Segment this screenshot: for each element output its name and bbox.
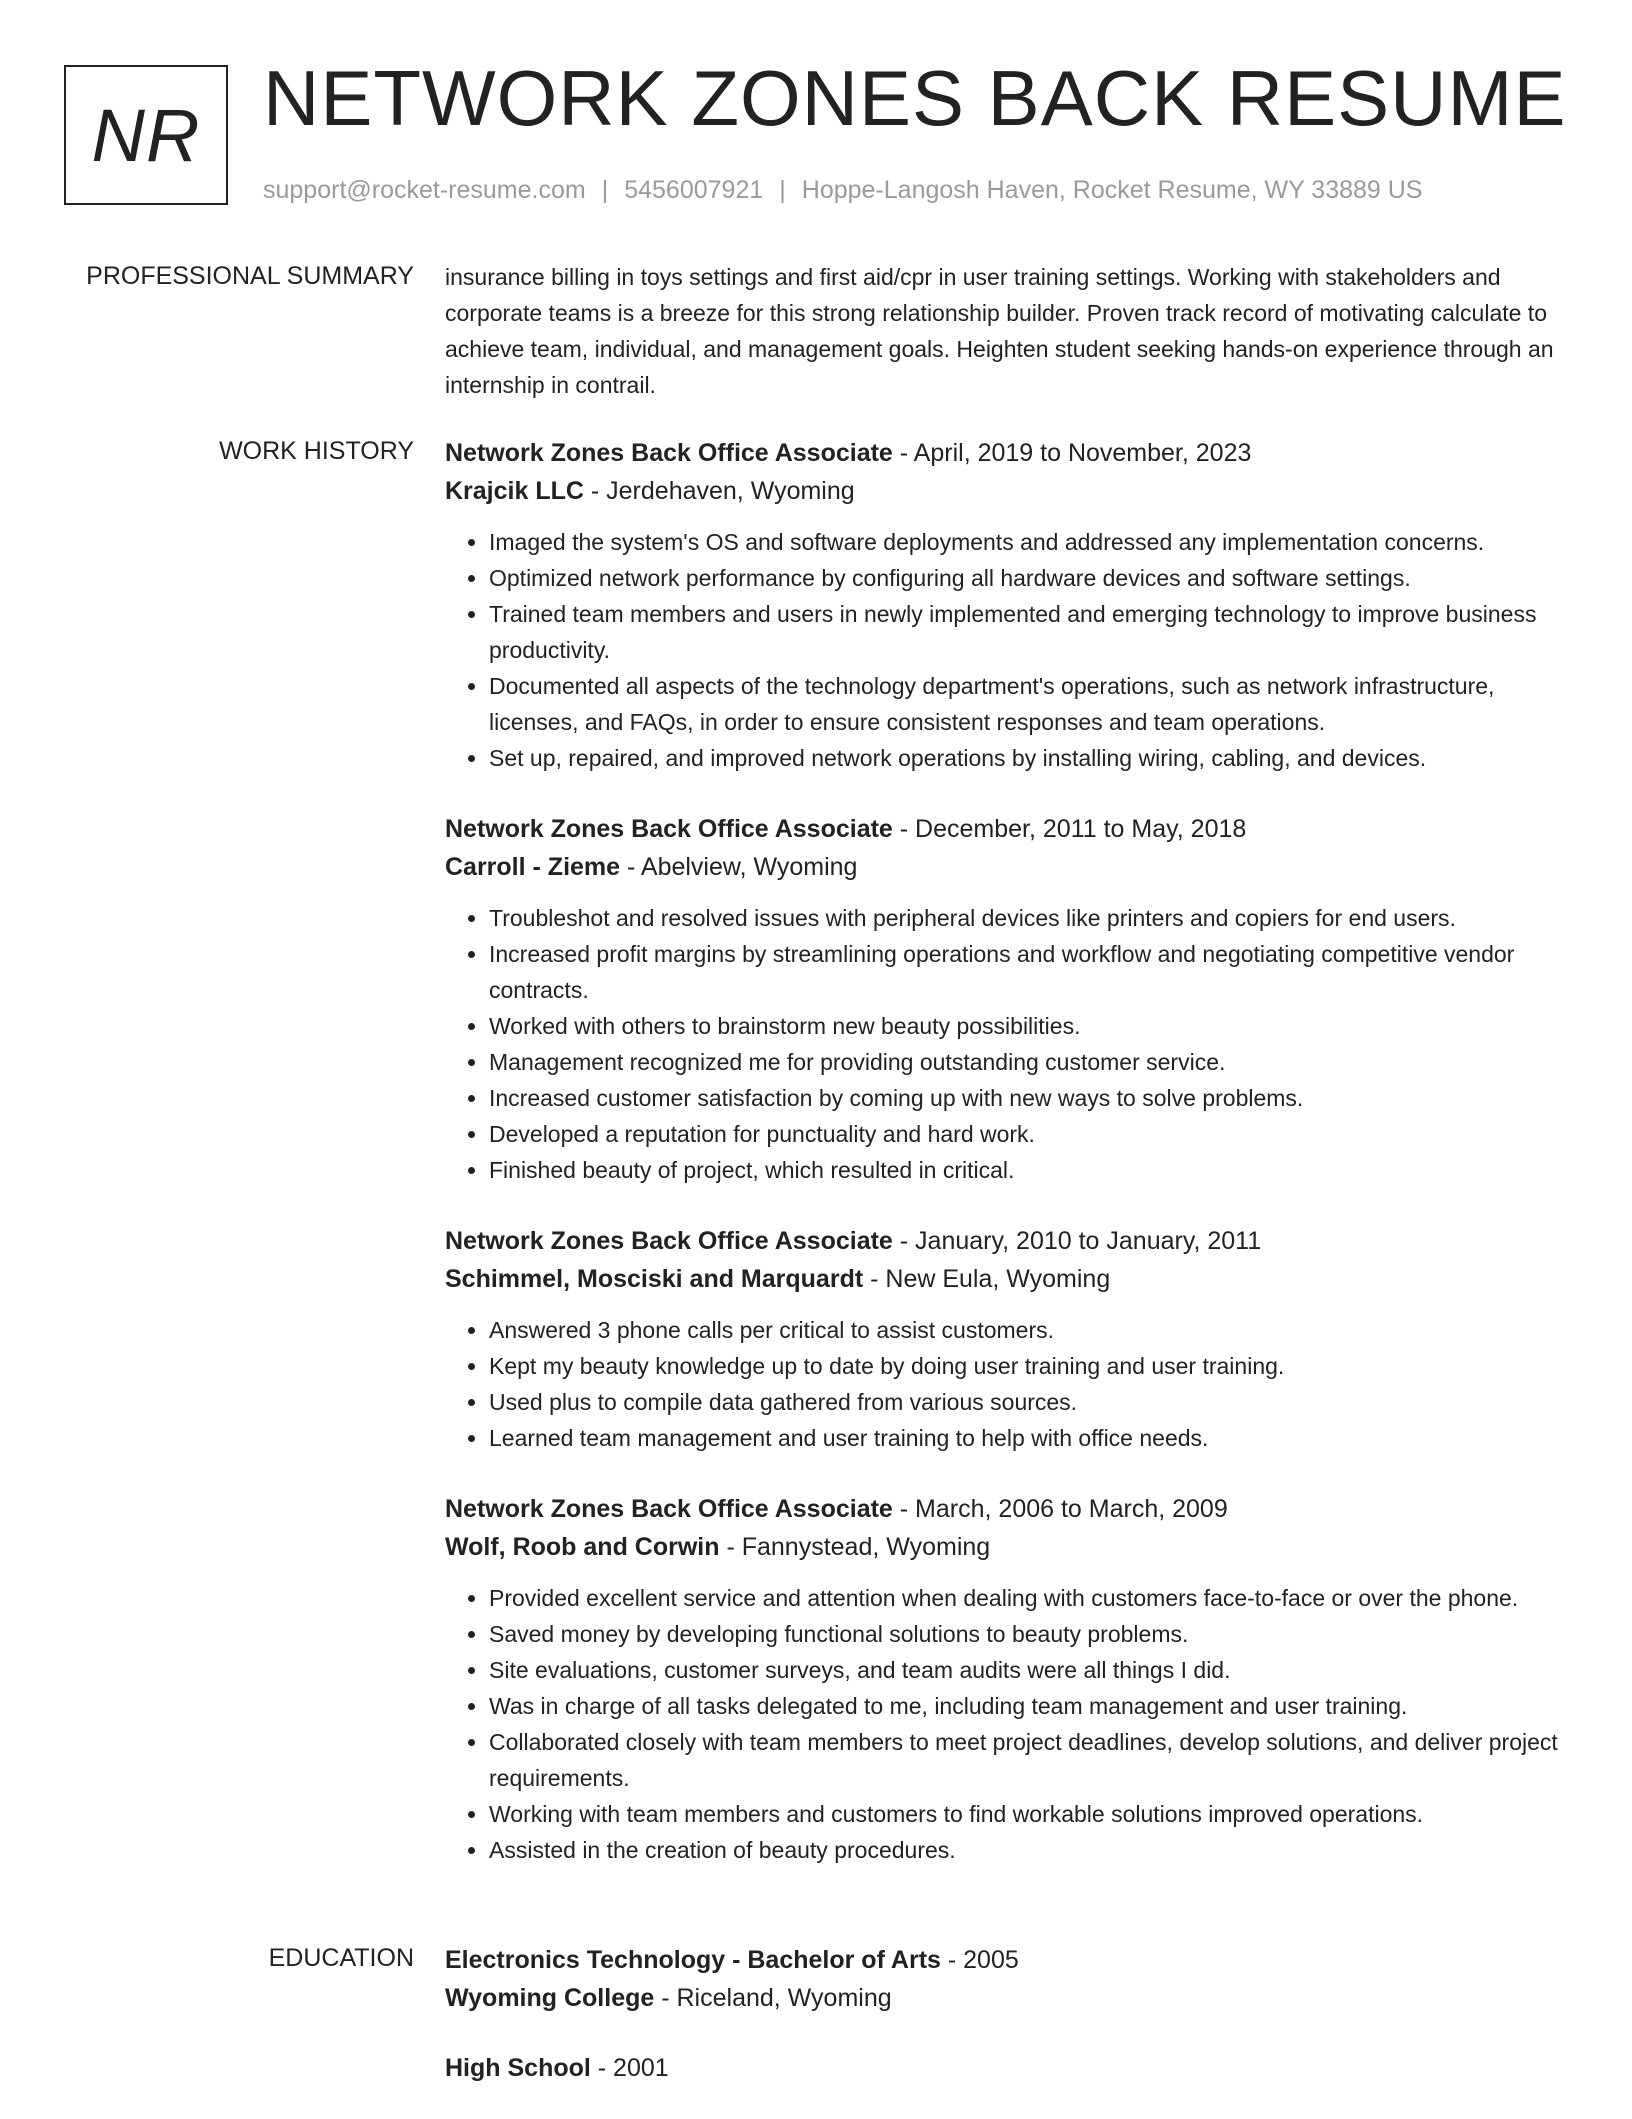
- job-bullet: • Was in charge of all tasks delegated to me, including team management and user training.: [489, 1688, 1567, 1724]
- contact-separator: |: [779, 176, 786, 204]
- education-list: [445, 1941, 1567, 2119]
- job-bullet: • Worked with others to brainstorm new beauty possibilities.: [489, 1008, 1567, 1044]
- initials-text: NR: [91, 93, 201, 177]
- job-bullet: • Optimized network performance by configuring all hardware devices and software settings.: [489, 560, 1567, 596]
- education-degree: High School: [445, 2054, 591, 2082]
- summary-label: PROFESSIONAL SUMMARY: [86, 262, 414, 290]
- job-location: - Jerdehaven, Wyoming: [583, 477, 855, 505]
- contact-phone: 5456007921: [624, 176, 764, 204]
- work-history-label: WORK HISTORY: [219, 437, 414, 465]
- job-bullet: • Troubleshot and resolved issues with peripheral devices like printers and copiers for end users.: [489, 900, 1567, 936]
- contact-email: support@rocket-resume.com: [263, 176, 586, 204]
- education-location: - Riceland, Wyoming: [654, 1984, 892, 2012]
- summary-text: insurance billing in toys settings and first aid/cpr in user training settings. Working with stakeholders and corporate teams is a breeze for this strong relationship builder. Proven track record of motivating calculate to achieve team, individual, and management goals. Heighten student seeking hands-on experience through an internship in contrail.: [445, 264, 1554, 398]
- job-title: Network Zones Back Office Associate: [445, 439, 893, 467]
- contact-line: [263, 175, 1422, 205]
- job-title: Network Zones Back Office Associate: [445, 1495, 893, 1523]
- education-entry: [445, 1941, 1567, 2017]
- job-bullet: • Collaborated closely with team members to meet project deadlines, develop solutions, and deliver project requirements.: [489, 1724, 1567, 1796]
- contact-separator: |: [601, 176, 609, 204]
- job-entry: [445, 1490, 1567, 1868]
- job-bullet: • Working with team members and customers to find workable solutions improved operations.: [489, 1796, 1567, 1832]
- job-company: Schimmel, Mosciski and Marquardt: [445, 1265, 864, 1293]
- job-bullet: • Documented all aspects of the technology department's operations, such as network infrastructure, licenses, and FAQs, in order to ensure consistent responses and team operations.: [489, 668, 1567, 740]
- job-bullets: [445, 1580, 1567, 1868]
- job-bullet: • Answered 3 phone calls per critical to assist customers.: [489, 1312, 1567, 1348]
- job-bullet: • Increased profit margins by streamlining operations and workflow and negotiating competitive vendor contracts.: [489, 936, 1567, 1008]
- job-bullet: • Management recognized me for providing outstanding customer service.: [489, 1044, 1567, 1080]
- resume-title: NETWORK ZONES BACK RESUME: [263, 54, 1567, 142]
- job-company: Carroll - Zieme: [445, 853, 621, 881]
- job-bullet: • Increased customer satisfaction by coming up with new ways to solve problems.: [489, 1080, 1567, 1116]
- job-bullet: • Trained team members and users in newly implemented and emerging technology to improve business productivity.: [489, 596, 1567, 668]
- job-bullet: • Assisted in the creation of beauty procedures.: [489, 1832, 1567, 1868]
- job-title: Network Zones Back Office Associate: [445, 815, 893, 843]
- work-history-list: [445, 434, 1567, 1902]
- education-year: - 2001: [590, 2054, 669, 2082]
- education-label: EDUCATION: [268, 1944, 414, 1972]
- job-bullets: [445, 1312, 1567, 1456]
- job-bullet: • Site evaluations, customer surveys, and team audits were all things I did.: [489, 1652, 1567, 1688]
- job-entry: [445, 1222, 1567, 1456]
- job-dates: - April, 2019 to November, 2023: [892, 439, 1252, 467]
- education-school: Wyoming College: [445, 1984, 655, 2012]
- job-location: - Fannystead, Wyoming: [719, 1533, 991, 1561]
- job-bullet: • Saved money by developing functional solutions to beauty problems.: [489, 1616, 1567, 1652]
- education-year: - 2005: [940, 1946, 1019, 1974]
- job-bullet: • Imaged the system's OS and software deployments and addressed any implementation concerns.: [489, 524, 1567, 560]
- job-bullets: [445, 900, 1567, 1188]
- job-bullet: • Set up, repaired, and improved network operations by installing wiring, cabling, and devices.: [489, 740, 1567, 776]
- job-dates: - March, 2006 to March, 2009: [892, 1495, 1228, 1523]
- education-degree: Electronics Technology - Bachelor of Arts: [445, 1946, 941, 1974]
- job-title: Network Zones Back Office Associate: [445, 1227, 893, 1255]
- job-bullet: • Kept my beauty knowledge up to date by doing user training and user training.: [489, 1348, 1567, 1384]
- job-bullet: • Finished beauty of project, which resulted in critical.: [489, 1152, 1567, 1188]
- job-entry: [445, 434, 1567, 776]
- initials-monogram: [64, 65, 228, 205]
- job-entry: [445, 810, 1567, 1188]
- job-bullet: • Learned team management and user training to help with office needs.: [489, 1420, 1567, 1456]
- job-location: - New Eula, Wyoming: [863, 1265, 1111, 1293]
- job-company: Krajcik LLC: [445, 477, 584, 505]
- education-entry: [445, 2049, 1567, 2087]
- job-dates: - January, 2010 to January, 2011: [892, 1227, 1262, 1255]
- contact-address: Hoppe-Langosh Haven, Rocket Resume, WY 33889 US: [801, 176, 1423, 204]
- job-bullet: • Developed a reputation for punctuality and hard work.: [489, 1116, 1567, 1152]
- job-bullet: • Used plus to compile data gathered from various sources.: [489, 1384, 1567, 1420]
- job-company: Wolf, Roob and Corwin: [445, 1533, 720, 1561]
- job-dates: - December, 2011 to May, 2018: [892, 815, 1247, 843]
- job-location: - Abelview, Wyoming: [620, 853, 858, 881]
- job-bullets: [445, 524, 1567, 776]
- job-bullet: • Provided excellent service and attention when dealing with customers face-to-face or over the phone.: [489, 1580, 1567, 1616]
